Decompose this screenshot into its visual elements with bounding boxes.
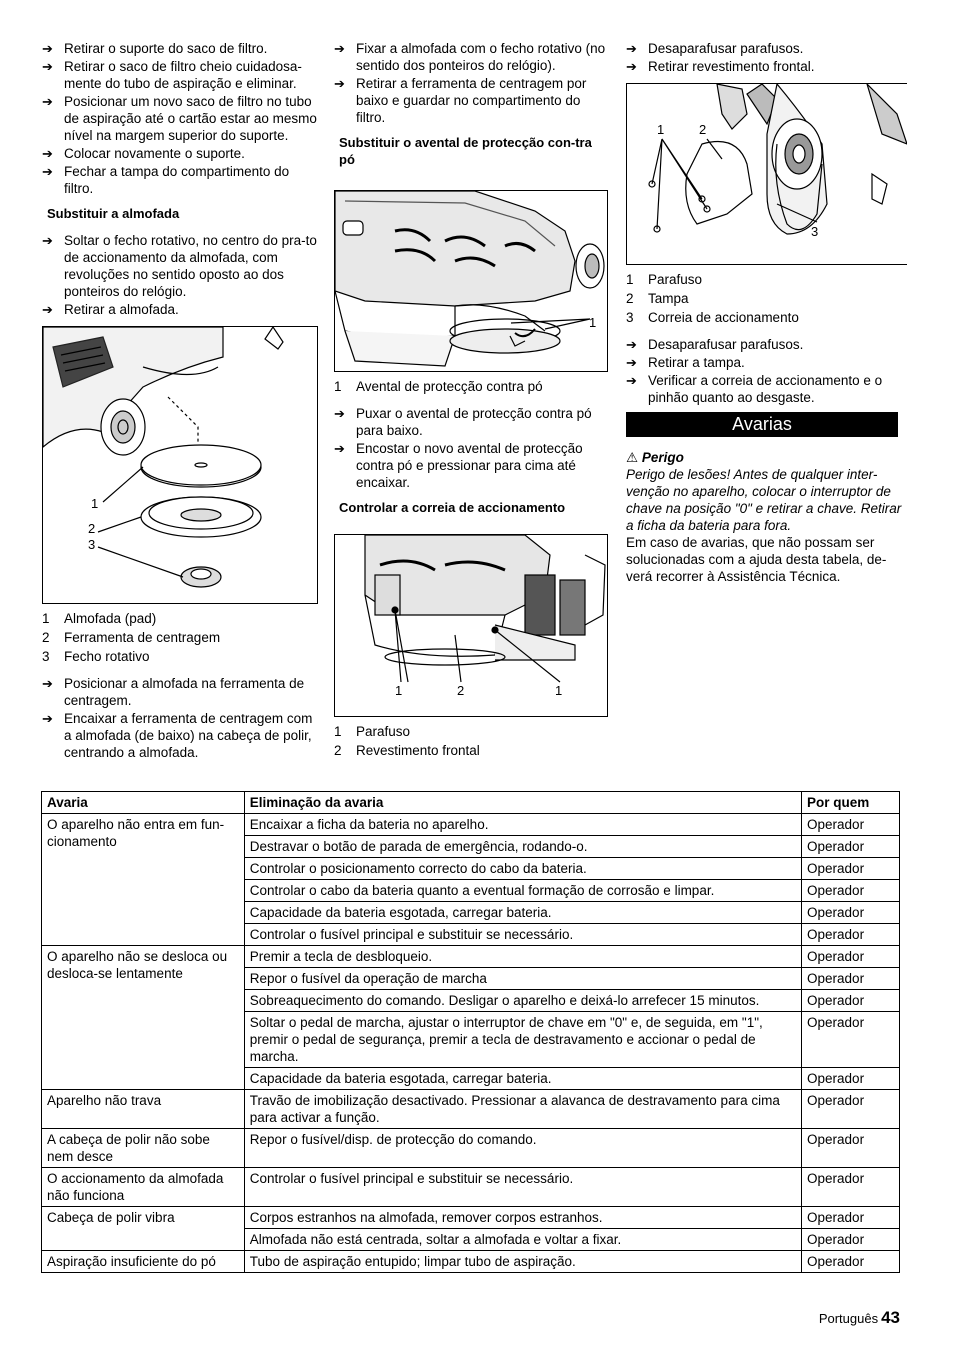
remedy-cell: Capacidade da bateria esgotada, carregar bateria. [244,902,801,924]
header-remedy: Eliminação da avaria [244,792,801,814]
warning-icon: ⚠ [626,450,639,465]
callout-2: 2 [457,683,465,698]
remedy-cell: Travão de imobilização desactivado. Pressionar a alavanca de destravamento para cima para activar a função. [244,1090,801,1129]
legend-item: 2 Ferramenta de centragem [42,630,221,645]
by-whom-cell: Operador [802,1068,900,1090]
heading-replace-pad: Substituir a almofada [47,206,180,221]
by-whom-cell: Operador [802,924,900,946]
step-item: ➔ Puxar o avental de protecção contra pó para baixo. [334,405,610,439]
remedy-cell: Almofada não está centrada, soltar a almofada e voltar a fixar. [244,1229,801,1251]
step-item: ➔ Desaparafusar parafusos. [626,40,908,57]
remedy-cell: Controlar o posicionamento correcto do cabo da bateria. [244,858,801,880]
column-right [626,40,908,585]
legend-item: 1 Avental de protecção contra pó [334,379,543,394]
step-item: ➔ Posicionar um novo saco de filtro no tubo de aspiração até o cartão estar ao mesmo nível na margem superior do suporte. [42,93,318,144]
page-number: 43 [881,1308,900,1327]
steps-front-cover [626,40,908,75]
cover-belt-illustration [627,84,907,264]
legend-item: 2 Revestimento frontal [334,743,480,758]
column-middle [334,40,610,769]
figure-dust-apron [334,190,608,372]
table-row [42,1251,900,1273]
step-item: ➔ Retirar o suporte do saco de filtro. [42,40,318,57]
fault-cell: Aparelho não trava [42,1090,245,1129]
by-whom-cell: Operador [802,1207,900,1229]
callout-3: 3 [88,537,96,552]
by-whom-cell: Operador [802,902,900,924]
by-whom-cell: Operador [802,1012,900,1068]
callout-1: 1 [589,315,597,330]
step-item: ➔ Encostar o novo avental de protecção contra pó e pressionar para cima até encaixar. [334,440,610,491]
figure-cover-belt [626,83,907,265]
by-whom-cell: Operador [802,946,900,968]
callout-2: 2 [88,521,96,536]
step-item: ➔ Retirar o saco de filtro cheio cuidadosa-mente do tubo de aspiração e eliminar. [42,58,318,92]
step-item: ➔ Encaixar a ferramenta de centragem com a almofada (de baixo) na cabeça de polir, centrando a almofada. [42,710,318,761]
legend-item: 1 Parafuso [626,272,703,287]
step-item: ➔ Verificar a correia de accionamento e o pinhão quanto ao desgaste. [626,372,908,406]
column-left [42,40,318,762]
by-whom-cell: Operador [802,1251,900,1273]
pad-illustration [43,327,317,603]
callout-1: 1 [657,122,665,137]
legend-item: 2 Tampa [626,291,689,306]
by-whom-cell: Operador [802,858,900,880]
drive-belt-illustration [335,535,607,716]
remedy-cell: Soltar o pedal de marcha, ajustar o interruptor de chave em "0" e, de seguida, em "1", premir o pedal de segurança, premir a tecla de destravamento e accionar o pedal de marcha. [244,1012,801,1068]
fault-cell: Cabeça de polir vibra [42,1207,245,1251]
table-row [42,1207,900,1229]
callout-1: 1 [395,683,403,698]
steps-dust-apron [334,405,610,491]
page-footer [819,1308,900,1328]
fault-cell: A cabeça de polir não sobe nem desce [42,1129,245,1168]
legend-item: 1 Almofada (pad) [42,611,157,626]
callout-2: 2 [699,122,707,137]
remedy-cell: Controlar o fusível principal e substituir se necessário. [244,1168,801,1207]
table-header-row [42,792,900,814]
remedy-cell: Capacidade da bateria esgotada, carregar bateria. [244,1068,801,1090]
figure-drive-belt [334,534,608,717]
remedy-cell: Premir a tecla de desbloqueio. [244,946,801,968]
steps-filter-bag [42,40,318,197]
remedy-cell: Tubo de aspiração entupido; limpar tubo de aspiração. [244,1251,801,1273]
legend-cover-belt [626,271,908,326]
by-whom-cell: Operador [802,836,900,858]
danger-text: Perigo de lesões! Antes de qualquer inter-venção no aparelho, colocar o interruptor de chave na posição "0" e retirar a chave. Retirar a ficha da bateria para fora. [626,467,902,533]
step-item: ➔ Fixar a almofada com o fecho rotativo (no sentido dos ponteiros do relógio). [334,40,610,74]
footer-language: Português [818,1311,879,1326]
by-whom-cell: Operador [802,990,900,1012]
fault-cell: O accionamento da almofada não funciona [42,1168,245,1207]
legend-drive-belt [334,723,610,759]
header-by-whom: Por quem [802,792,900,814]
step-item: ➔ Posicionar a almofada na ferramenta de centragem. [42,675,318,709]
dust-apron-illustration [335,191,607,371]
by-whom-cell: Operador [802,1229,900,1251]
remedy-cell: Repor o fusível da operação de marcha [244,968,801,990]
section-banner-faults: Avarias [626,412,898,437]
callout-1: 1 [91,496,99,511]
steps-remove-pad [42,232,318,318]
by-whom-cell: Operador [802,968,900,990]
fault-cell: O aparelho não se desloca ou desloca-se lentamente [42,946,245,1090]
remedy-cell: Controlar o cabo da bateria quanto a eventual formação de corrosão e limpar. [244,880,801,902]
remedy-cell: Sobreaquecimento do comando. Desligar o aparelho e deixá-lo arrefecer 15 minutos. [244,990,801,1012]
callout-1b: 1 [555,683,563,698]
remedy-cell: Corpos estranhos na almofada, remover corpos estranhos. [244,1207,801,1229]
fault-intro: Em caso de avarias, que não possam ser solucionadas com a ajuda desta tabela, de-verá recorrer à Assistência Técnica. [626,535,887,584]
heading-drive-belt: Controlar a correia de accionamento [339,500,566,515]
fault-table [41,791,900,1273]
table-row [42,1090,900,1129]
heading-dust-apron: Substituir o avental de protecção con-tra pó [339,135,592,167]
step-item: ➔ Retirar a tampa. [626,354,908,371]
legend-item: 1 Parafuso [334,724,411,739]
table-row [42,1129,900,1168]
fault-cell: Aspiração insuficiente do pó [42,1251,245,1273]
steps-fix-pad [334,40,610,126]
by-whom-cell: Operador [802,1090,900,1129]
danger-heading: Perigo [641,450,684,465]
step-item: ➔ Retirar a ferramenta de centragem por baixo e guardar no compartimento do filtro. [334,75,610,126]
step-item: ➔ Desaparafusar parafusos. [626,336,908,353]
step-item: ➔ Retirar a almofada. [42,301,318,318]
step-item: ➔ Colocar novamente o suporte. [42,145,318,162]
remedy-cell: Controlar o fusível principal e substituir se necessário. [244,924,801,946]
danger-notice [626,449,908,534]
by-whom-cell: Operador [802,814,900,836]
by-whom-cell: Operador [802,1168,900,1207]
callout-3: 3 [811,224,819,239]
step-item: ➔ Retirar revestimento frontal. [626,58,908,75]
table-row [42,814,900,836]
steps-position-pad [42,675,318,761]
step-item: ➔ Fechar a tampa do compartimento do filtro. [42,163,318,197]
by-whom-cell: Operador [802,1129,900,1168]
legend-item: 3 Correia de accionamento [626,310,799,325]
remedy-cell: Destravar o botão de parada de emergência, rodando-o. [244,836,801,858]
figure-pad-replacement [42,326,318,604]
remedy-cell: Repor o fusível/disp. de protecção do comando. [244,1129,801,1168]
table-row [42,946,900,968]
header-fault: Avaria [42,792,245,814]
legend-dust-apron [334,378,610,395]
legend-pad [42,610,318,665]
table-row [42,1168,900,1207]
steps-check-belt [626,336,908,406]
by-whom-cell: Operador [802,880,900,902]
step-item: ➔ Soltar o fecho rotativo, no centro do pra-to de accionamento da almofada, com revoluções no sentido oposto ao dos ponteiros do relógio. [42,232,318,300]
fault-cell: O aparelho não entra em fun-cionamento [42,814,245,946]
legend-item: 3 Fecho rotativo [42,649,150,664]
remedy-cell: Encaixar a ficha da bateria no aparelho. [244,814,801,836]
